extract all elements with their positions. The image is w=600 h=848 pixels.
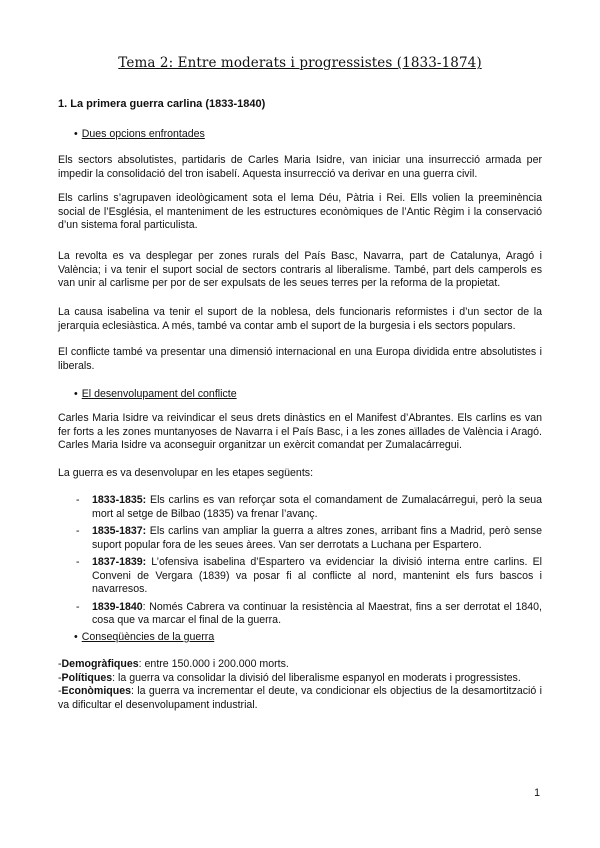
list-item xyxy=(58,672,542,686)
dash-icon: - xyxy=(76,494,80,506)
dash-icon: - xyxy=(76,556,80,568)
list-item xyxy=(58,494,542,521)
stages-list xyxy=(58,494,542,632)
subheading-consequencies xyxy=(74,631,214,643)
list-item xyxy=(58,525,542,552)
paragraph: La causa isabelina va tenir el suport de la noblesa, dels funcionaris reformistes i d’un sector de la jerarquia eclesiàstica. A més, també va contar amb el suport de la burgesia i els sectors populars. xyxy=(58,306,542,332)
bullet-icon: • xyxy=(74,128,78,140)
dash-icon: - xyxy=(58,685,62,697)
consequences-list xyxy=(58,658,542,712)
stage-period: 1833-1835: xyxy=(92,494,147,506)
list-item xyxy=(58,658,542,672)
list-item xyxy=(58,685,542,712)
stage-text: Els carlins van ampliar la guerra a altres zones, arribant fins a Madrid, però sense suport popular fora de les seues àrees. Van ser derrotats a Luchana per Espartero. xyxy=(92,525,542,551)
consequence-text: : la guerra va incrementar el deute, va condicionar els objectius de la desamortització i va dificultar el desenvolupament industrial. xyxy=(58,685,542,711)
stage-text: Els carlins es van reforçar sota el comandament de Zumalacárregui, però la seua mort al setge de Bilbao (1835) va frenar l’avanç. xyxy=(92,494,542,520)
stage-period: 1835-1837: xyxy=(92,525,147,537)
document-title: Tema 2: Entre moderats i progressistes (1833-1874) xyxy=(118,55,482,71)
paragraph: La guerra es va desenvolupar en les etapes següents: xyxy=(58,467,314,479)
page-number: 1 xyxy=(534,787,540,799)
subheading-label: Conseqüències de la guerra xyxy=(81,631,215,643)
subheading-desenvolupament xyxy=(74,388,237,400)
consequence-label: Econòmiques xyxy=(61,685,131,697)
paragraph: Els carlins s’agrupaven ideològicament sota el lema Déu, Pàtria i Rei. Ells volien la preeminència social de l’Església, el manteniment de les estructures econòmiques de l’Antic Règim i la conservació d’un sistema foral particulista. xyxy=(58,192,542,231)
bullet-icon: • xyxy=(74,631,78,643)
stage-text: : Només Cabrera va continuar la resistència al Maestrat, fins a ser derrotat el 1840, cosa que va marcar el final de la guerra. xyxy=(92,600,542,626)
stage-text: L’ofensiva isabelina d’Espartero va evidenciar la divisió interna entre carlins. El Conveni de Vergara (1839) va posar fi al conflicte al nord, mantenint els furs bascos i navarresos. xyxy=(92,556,542,595)
dash-icon: - xyxy=(76,600,80,613)
paragraph: Carles Maria Isidre va reivindicar el seus drets dinàstics en el Manifest d’Abrantes. Els carlins es van fer forts a les zones muntanyoses de Navarra i el País Basc, i a les zones aïllades de València i Aragó. Carles Maria Isidre va aconseguir organitzar un exèrcit comandat per Zumalacárregui. xyxy=(58,412,542,451)
paragraph: La revolta es va desplegar per zones rurals del País Basc, Navarra, part de Catalunya, Aragó i València; i va tenir el suport social de sectors contraris al liberalisme. També, part dels camperols es van unir al carlisme per por de ser expulsats de les seues terres per la reforma de la propietat. xyxy=(58,250,542,289)
subheading-label: Dues opcions enfrontades xyxy=(81,128,205,140)
section-heading: 1. La primera guerra carlina (1833-1840) xyxy=(58,98,266,110)
dash-icon: - xyxy=(76,525,80,537)
consequence-label: Polítiques xyxy=(61,671,113,684)
consequence-label: Demogràfiques xyxy=(61,658,139,670)
paragraph: El conflicte també va presentar una dimensió internacional en una Europa dividida entre absolutistes i liberals. xyxy=(58,346,542,372)
stage-period: 1839-1840 xyxy=(92,600,143,613)
consequence-text: : la guerra va consolidar la divisió del liberalisme espanyol en moderats i progressistes. xyxy=(112,671,521,684)
dash-icon: - xyxy=(58,671,62,684)
list-item xyxy=(58,601,542,628)
paragraph: Els sectors absolutistes, partidaris de Carles Maria Isidre, van iniciar una insurrecció armada per impedir la consolidació del tron isabelí. Aquesta insurrecció va derivar en una guerra civil. xyxy=(58,154,542,180)
bullet-icon: • xyxy=(74,388,78,400)
stage-period: 1837-1839: xyxy=(92,556,147,568)
consequence-text: : entre 150.000 i 200.000 morts. xyxy=(138,658,289,670)
dash-icon: - xyxy=(58,658,62,670)
subheading-label: El desenvolupament del conflicte xyxy=(81,388,237,400)
list-item xyxy=(58,556,542,597)
subheading-dues-opcions xyxy=(74,128,205,140)
